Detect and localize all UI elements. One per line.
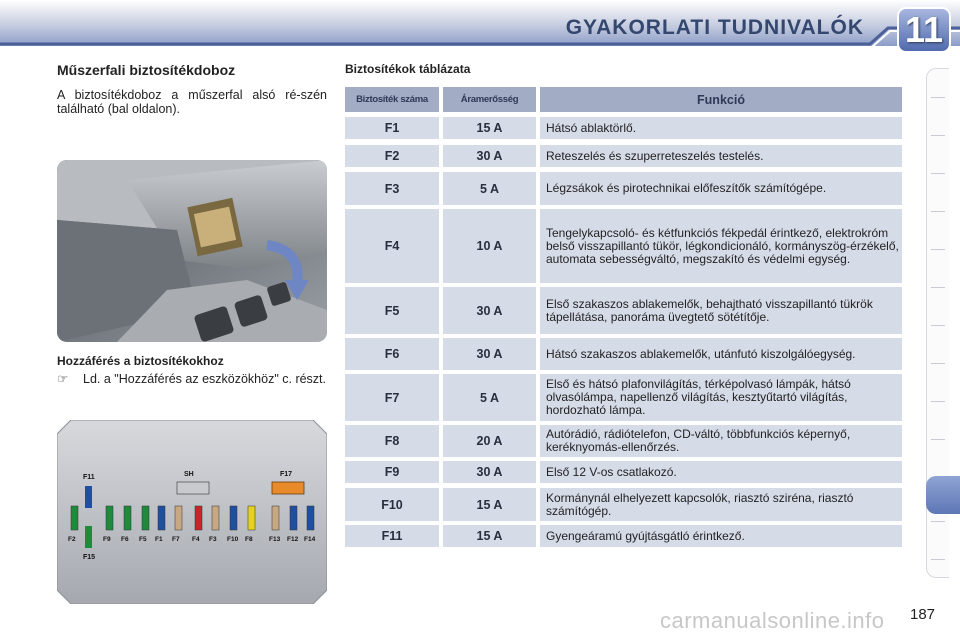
fuse-function: Hátsó szakaszos ablakemelők, utánfutó kiszolgálóegység. — [540, 338, 902, 370]
fuse-amperage: 15 A — [443, 525, 536, 547]
fuse-f7 — [175, 506, 182, 530]
watermark: carmanualsonline.info — [660, 608, 885, 633]
fuse-label-f14: F14 — [304, 536, 316, 543]
fuse-f10 — [230, 506, 237, 530]
fuse-label-f12: F12 — [287, 536, 299, 543]
fusebox-diagram — [57, 420, 327, 604]
section-paragraph: A biztosítékdoboz a műszerfal alsó ré-szén található (bal oldalon). — [57, 88, 327, 116]
fuse-f8 — [248, 506, 255, 530]
fuse-f6 — [124, 506, 131, 530]
fuse-f12 — [290, 506, 297, 530]
header-amperage: Áramerősség — [443, 87, 536, 112]
fuse-f15 — [85, 526, 92, 548]
pointing-hand-icon: ☞ — [57, 372, 69, 386]
dashboard-photo — [57, 160, 327, 342]
fuse-f9 — [106, 506, 113, 530]
fuse-f5 — [142, 506, 149, 530]
table-title: Biztosítékok táblázata — [345, 62, 471, 76]
fuse-function: Hátsó ablaktörlő. — [540, 117, 902, 139]
header-function: Funkció — [540, 87, 902, 112]
fuse-function: Gyengeáramú gyújtásgátló érintkező. — [540, 525, 902, 547]
fuse-function: Első 12 V-os csatlakozó. — [540, 461, 902, 483]
section-title: Műszerfali biztosítékdoboz — [57, 62, 236, 78]
fuse-f11 — [85, 486, 92, 508]
fuse-number: F10 — [345, 488, 439, 521]
fuse-function: Kormánynál elhelyezett kapcsolók, riasztó sziréna, riasztó számítógép. — [540, 488, 902, 521]
fuse-label-f4: F4 — [192, 536, 200, 543]
fuse-label-f2: F2 — [68, 536, 76, 543]
fuse-function: Reteszelés és szuperreteszelés testelés. — [540, 145, 902, 167]
chapter-tab-active[interactable] — [926, 476, 960, 514]
fuse-label-f7: F7 — [172, 536, 180, 543]
fuse-label-f6: F6 — [121, 536, 129, 543]
access-title: Hozzáférés a biztosítékokhoz — [57, 354, 224, 368]
fuse-number: F4 — [345, 209, 439, 283]
fuse-amperage: 30 A — [443, 287, 536, 334]
fuse-label-f17: F17 — [280, 471, 293, 478]
fuse-label-sh: SH — [184, 471, 194, 478]
fuse-label-f8: F8 — [245, 536, 253, 543]
fuse-label-f10: F10 — [227, 536, 239, 543]
fuse-label-f9: F9 — [103, 536, 111, 543]
fuse-f1 — [158, 506, 165, 530]
header-fuse-number: Biztosíték száma — [345, 87, 439, 112]
fuse-f2 — [71, 506, 78, 530]
fuse-amperage: 20 A — [443, 425, 536, 457]
fuse-amperage: 15 A — [443, 117, 536, 139]
fuse-amperage: 5 A — [443, 374, 536, 421]
fuse-function: Autórádió, rádiótelefon, CD-váltó, többfunkciós képernyő, keréknyomás-ellenőrzés. — [540, 425, 902, 457]
chapter-title: GYAKORLATI TUDNIVALÓK — [565, 16, 864, 39]
fuse-function: Első szakaszos ablakemelők, behajtható visszapillantó tükrök tápellátása, panoráma üvegtető sötétítője. — [540, 287, 902, 334]
fuse-amperage: 10 A — [443, 209, 536, 283]
header-banner — [0, 0, 960, 52]
fuse-number: F2 — [345, 145, 439, 167]
fuse-function: Légzsákok és pirotechnikai előfeszítők számítógépe. — [540, 172, 902, 205]
fuse-f3 — [212, 506, 219, 530]
fuse-number: F7 — [345, 374, 439, 421]
page-number: 187 — [910, 606, 936, 623]
fuse-number: F3 — [345, 172, 439, 205]
fuse-number: F6 — [345, 338, 439, 370]
fuse-label-f11: F11 — [83, 474, 95, 481]
fuse-f17 — [272, 482, 304, 494]
fuse-amperage: 15 A — [443, 488, 536, 521]
fuse-label-f15: F15 — [83, 554, 96, 561]
fuse-label-f1: F1 — [155, 536, 163, 543]
fuse-amperage: 30 A — [443, 461, 536, 483]
fuse-f4 — [195, 506, 202, 530]
fuse-f14 — [307, 506, 314, 530]
fuse-amperage: 5 A — [443, 172, 536, 205]
access-reference-text: Ld. a "Hozzáférés az eszközökhöz" c. részt. — [83, 372, 327, 386]
fuse-label-f3: F3 — [209, 536, 217, 543]
fuse-number: F11 — [345, 525, 439, 547]
fuse-number: F8 — [345, 425, 439, 457]
fuse-amperage: 30 A — [443, 145, 536, 167]
fuse-number: F9 — [345, 461, 439, 483]
fuse-sh — [177, 482, 209, 494]
fuse-function: Első és hátsó plafonvilágítás, térképolvasó lámpák, hátsó olvasólámpa, napellenző világítás, kesztyűtartó világítás, hordozható lámpa. — [540, 374, 902, 421]
fuse-f13 — [272, 506, 279, 530]
fuse-function: Tengelykapcsoló- és kétfunkciós fékpedál érintkező, elektrokróm belső visszapillantó tükör, légkondicionáló, kormányszög-érzékelő, automata sebességváltó, megszakító és védelmi egység. — [540, 209, 902, 283]
chapter-number: 11 — [904, 9, 944, 50]
fuse-number: F1 — [345, 117, 439, 139]
fuse-number: F5 — [345, 287, 439, 334]
fuse-label-f13: F13 — [269, 536, 281, 543]
fuse-label-f5: F5 — [139, 536, 147, 543]
fuse-amperage: 30 A — [443, 338, 536, 370]
